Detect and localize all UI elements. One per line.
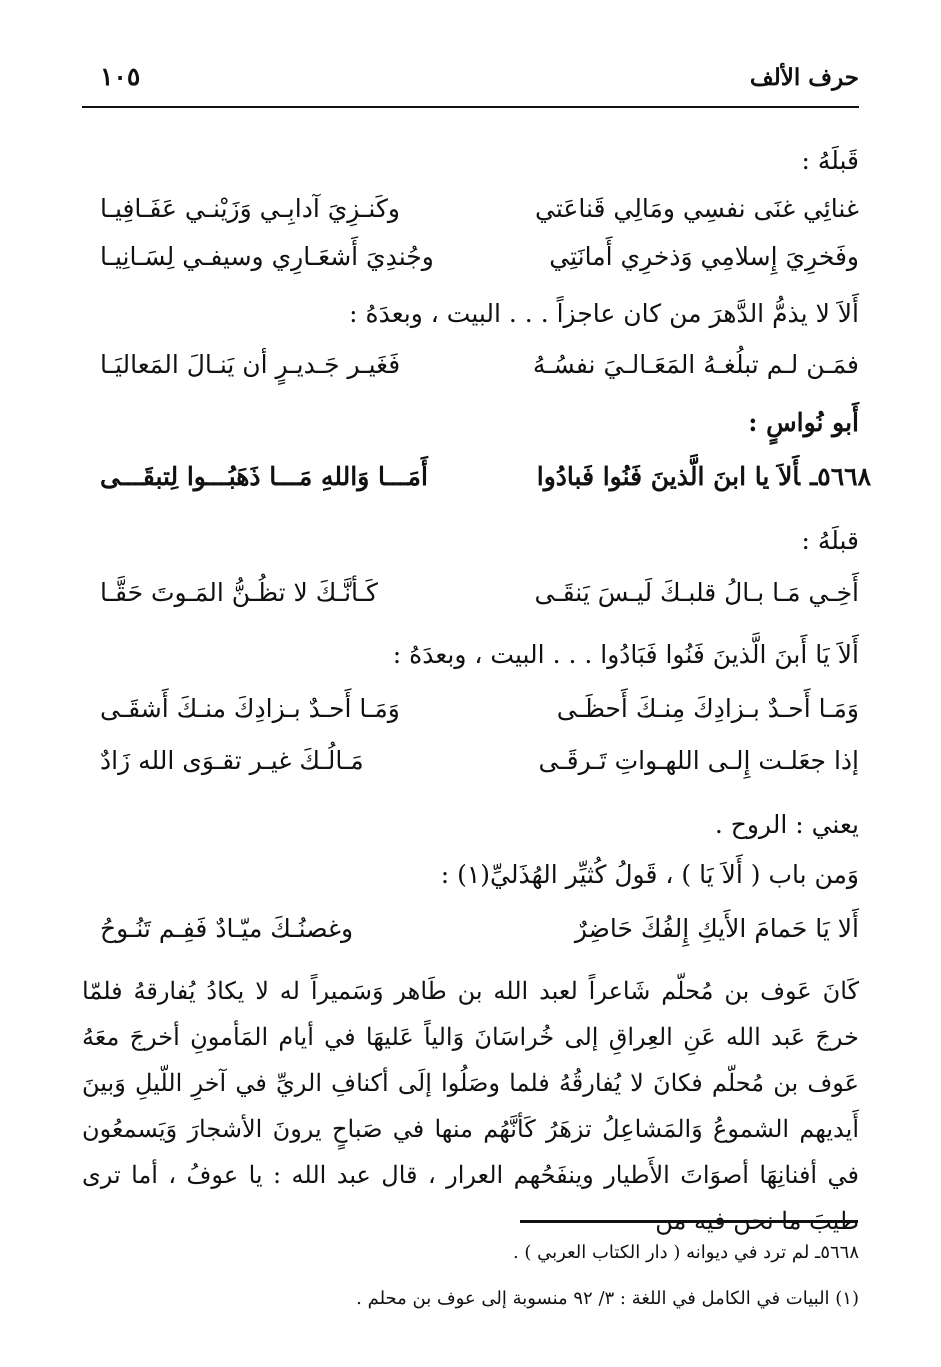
page-number: ١٠٥ xyxy=(100,62,141,91)
verse-second-hemistich: وغصنُـكَ ميّـادٌ فَفِـم تَنُـوحُ xyxy=(100,914,354,943)
verse-line xyxy=(100,350,859,390)
verse-first-hemistich: وفَخرِيَ إِسلامِي وَذخرِي أَمانَتِي xyxy=(549,242,859,271)
footnote: ٥٦٦٨ـ لم ترد في ديوانه ( دار الكتاب العربي ) . xyxy=(512,1242,859,1263)
verse-first-hemistich xyxy=(537,462,871,491)
before-label: قَبلَهُ : xyxy=(801,146,859,175)
verse-line xyxy=(100,914,859,954)
verse-first-text: أَلاَ يا ابنَ الَّذينَ فَنُوا فَبادُوا xyxy=(536,462,800,491)
verse-line xyxy=(100,194,859,234)
cited-line: أَلاَ يَا أَبنَ الَّذينَ فَنُوا فَبَادُوا . . . البيت ، وبعدَهُ : xyxy=(392,640,859,669)
verse-second-hemistich: وَمَـا أَحـدٌ بـزادِكَ منـكَ أَشقَـى xyxy=(100,694,400,723)
cited-line: أَلاَ لا يذمُّ الدَّهرَ من كان عاجزاً . . . البيت ، وبعدَهُ : xyxy=(349,299,859,328)
verse-second-hemistich: كَـأنَّـكَ لا تظُـنُّ المَـوتَ حَقَّـا xyxy=(100,578,378,607)
verse-second-hemistich: أَمَـــا وَاللهِ مَـــا ذَهَبُـــوا لِتبقَـــى xyxy=(100,462,428,491)
entry-verse xyxy=(100,462,871,502)
verse-line xyxy=(100,578,859,618)
footnote: (١) البيات في الكامل في اللغة : ٣/ ٩٢ منسوبة إلى عوف بن محلم . xyxy=(356,1288,859,1309)
header-divider xyxy=(82,106,859,108)
entry-number: ٥٦٦٨ـ xyxy=(809,462,871,491)
verse-line xyxy=(100,242,859,282)
before-label: قبلَهُ : xyxy=(801,526,859,555)
verse-second-hemistich: وجُندِيَ أَشعَـارِي وسيفـي لِسَـانِيـا xyxy=(100,242,434,271)
verse-first-hemistich: فمَـن لـم تبلُغـهُ المَعَـالـيَ نفسُـهُ xyxy=(532,350,859,379)
section-intro: وَمن باب ( أَلاَ يَا ) ، قَولُ كُثيِّر الهُذَليِّ(١) : xyxy=(440,860,859,889)
verse-second-hemistich: وكَنـزِيَ آدابِـي وَزَيْنـي عَفَـافِيـا xyxy=(100,194,400,223)
verse-first-hemistich: وَمَـا أَحـدٌ بـزادِكَ مِنـكَ أَحظَـى xyxy=(556,694,859,723)
verse-second-hemistich: فَغَيـر جَـديـرٍ أن يَنـالَ المَعاليَـا xyxy=(100,350,401,379)
verse-line xyxy=(100,694,859,734)
verse-first-hemistich: غنائِي غنَى نفسِي ومَالِي قَناعَتي xyxy=(535,194,859,223)
prose-paragraph: كَانَ عَوف بن مُحلّم شَاعراً لعبد الله بن طَاهر وَسَميراً له لا يكادُ يُفارقهُ فلمّا خرجَ عَبد الله عَنِ العِراقِ إلى خُراسَانَ وَالياً عَليهَا في أيام المَأمونِ أخرجَ معَهُ عَوف بن مُحلّم فكانَ لا يُفارقُهُ فلما وصَلُوا إلَى أكنافِ الريِّ في آخرِ اللّيلِ وَبينَ أَيديهم الشموعُ وَالمَشاعِلُ تزهَرُ كَأنَّهُم منها في صَباحٍ يرونَ الأشجارَ وَيَسمعُون في أفنانِهَا أصوَاتَ الأَطيار وينفَحُهم العرار ، قال عبد الله : يا عوفُ ، أما ترى طيبَ ما نحن فيه من xyxy=(82,977,860,1235)
footnote-divider xyxy=(520,1220,858,1223)
verse-line xyxy=(100,746,859,786)
verse-second-hemistich: مَـالُـكَ غيـر تقـوَى الله زَادٌ xyxy=(100,746,364,775)
gloss: يعني : الروح . xyxy=(714,810,859,839)
chapter-title: حرف الألف xyxy=(749,64,859,91)
verse-first-hemistich: أَخِـي مَـا بـالُ قلبـكَ لَيـسَ يَنقَـى xyxy=(534,578,859,607)
poet-name: أَبو نُواسٍ : xyxy=(748,408,859,437)
verse-first-hemistich: أَلا يَا حَمامَ الأَيكِ إِلفُكَ حَاضِرٌ xyxy=(574,914,859,943)
verse-first-hemistich: إذا جعَلـت إِلـى اللهـواتِ تَـرقَـى xyxy=(538,746,859,775)
